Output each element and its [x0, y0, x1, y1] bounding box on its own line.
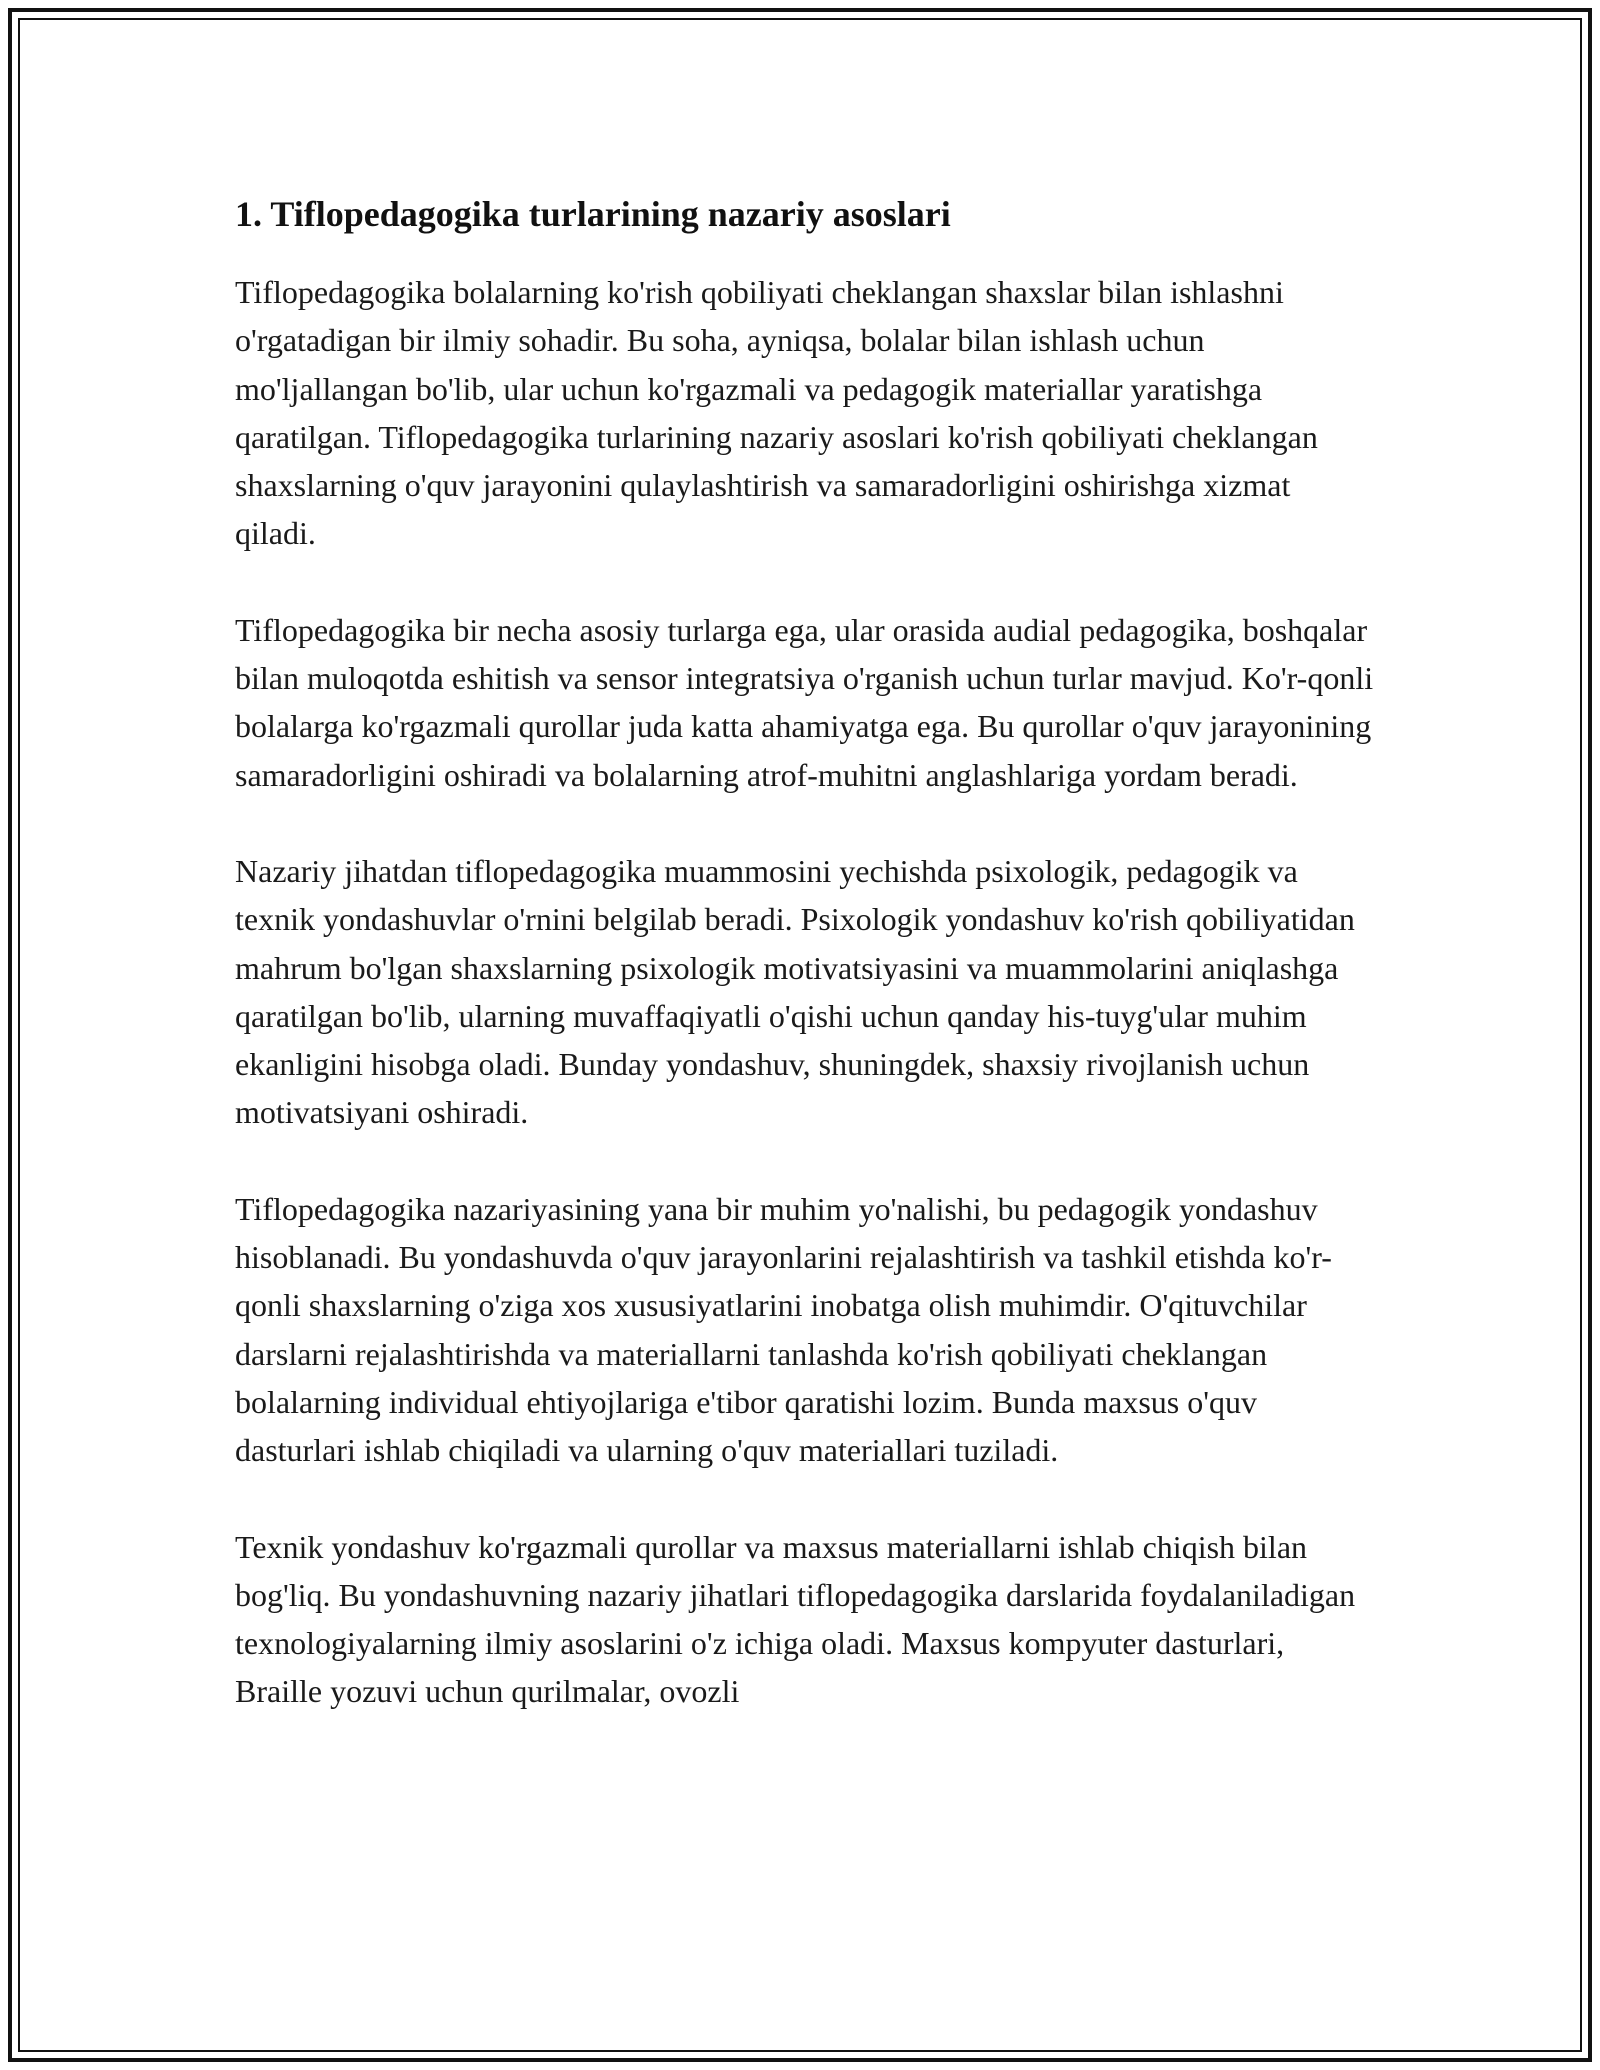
paragraph-3: Nazariy jihatdan tiflopedagogika muammosini yechishda psixologik, pedagogik va texnik yondashuvlar o'rnini belgilab beradi. Psixologik yondashuv ko'rish qobiliyatidan mahrum bo'lgan shaxslarning psixologik motivatsiyasini va muammolarini aniqlashga qaratilgan bo'lib, ularning muvaffaqiyatli o'qishi uchun qanday his-tuyg'ular muhim ekanligini hisobga oladi. Bunday yondashuv, shuningdek, shaxsiy rivojlanish uchun motivatsiyani oshiradi. [235, 852, 1355, 1131]
section-heading: 1. Tiflopedagogika turlarining nazariy asoslari [235, 194, 951, 234]
paragraph-1: Tiflopedagogika bolalarning ko'rish qobiliyati cheklangan shaxslar bilan ishlashni o'rgatadigan bir ilmiy sohadir. Bu soha, ayniqsa, bolalar bilan ishlash uchun mo'ljallangan bo'lib, ular uchun ko'rgazmali va pedagogik materiallar yaratishga qaratilgan. Tiflopedagogika turlarining nazariy asoslari ko'rish qobiliyati cheklangan shaxslarning o'quv jarayonini qulaylashtirish va samaradorligini oshirishga xizmat qiladi. [235, 274, 1318, 552]
paragraph-4: Tiflopedagogika nazariyasining yana bir muhim yo'nalishi, bu pedagogik yondashuv hisoblanadi. Bu yondashuvda o'quv jarayonlarini rejalashtirish va tashkil etishda ko'r-qonli shaxslarning o'ziga xos xususiyatlarini inobatga olish muhimdir. O'qituvchilar darslarni rejalashtirishda va materiallarni tanlashda ko'rish qobiliyati cheklangan bolalarning individual ehtiyojlariga e'tibor qaratishi lozim. Bunda maxsus o'quv dasturlari ishlab chiqiladi va ularning o'quv materiallari tuziladi. [235, 1190, 1332, 1469]
document-body [235, 188, 1375, 1716]
paragraph-2: Tiflopedagogika bir necha asosiy turlarga ega, ular orasida audial pedagogika, boshqalar bilan muloqotda eshitish va sensor integratsiya o'rganish uchun turlar mavjud. Ko'r-qonli bolalarga ko'rgazmali qurollar juda katta ahamiyatga ega. Bu qurollar o'quv jarayonining samaradorligini oshiradi va bolalarning atrof-muhitni anglashlariga yordam beradi. [235, 611, 1374, 793]
paragraph-5: Texnik yondashuv ko'rgazmali qurollar va maxsus materiallarni ishlab chiqish bilan bog'liq. Bu yondashuvning nazariy jihatlari tiflopedagogika darslarida foydalaniladigan texnologiyalarning ilmiy asoslarini o'z ichiga oladi. Maxsus kompyuter dasturlari, Braille yozuvi uchun qurilmalar, ovozli [235, 1528, 1356, 1710]
